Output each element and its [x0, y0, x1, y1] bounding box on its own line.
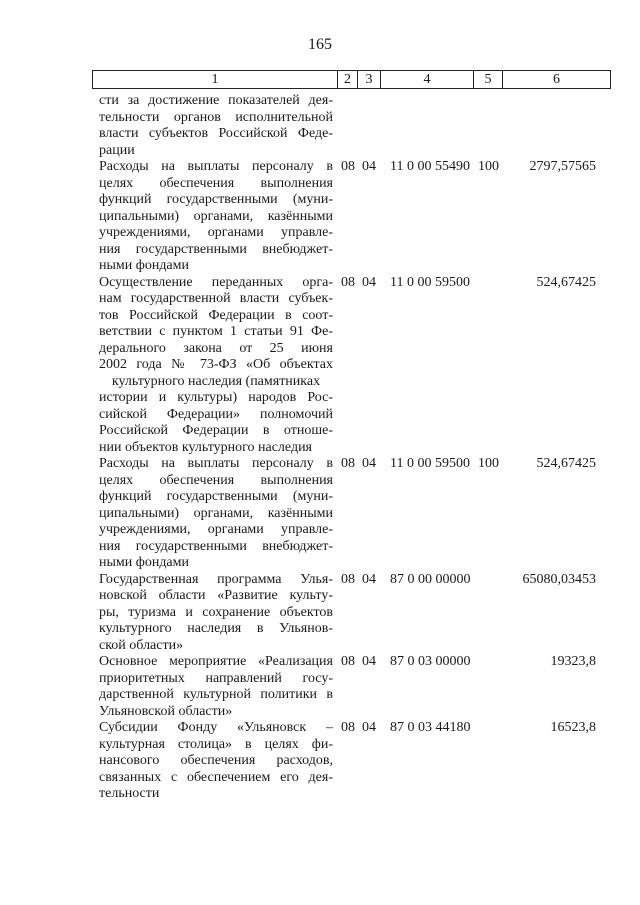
- row-section-code: 08: [341, 456, 355, 471]
- row-target-article-code: 87 0 03 44180: [390, 720, 471, 735]
- row-subsection-code: 04: [362, 720, 376, 735]
- row-name-line: целях обеспечения выполнения: [99, 175, 333, 191]
- row-subsection-code: 04: [362, 654, 376, 669]
- table-row: [0, 720, 640, 803]
- row-name-line: ципальными) органами, казёнными: [99, 208, 333, 224]
- row-name-line: ния государственными внебюджет-: [99, 241, 333, 257]
- row-name-line: новской области «Развитие культу-: [99, 588, 333, 603]
- column-header-6: 6: [503, 71, 611, 89]
- row-name-line: 2002 года № 73-ФЗ «Об объектах: [99, 357, 333, 372]
- row-name-line: дарственной культурной политики в: [99, 687, 333, 702]
- row-amount: 65080,03453: [522, 571, 596, 587]
- row-name-line: нам государственной власти субъек-: [99, 291, 333, 306]
- row-name: [99, 275, 333, 457]
- row-name-line: нансового обеспечения расходов,: [99, 753, 333, 768]
- row-name-line: Основное мероприятие «Реализация: [99, 654, 333, 669]
- row-name: [99, 572, 333, 655]
- row-name-line: связанных с обеспечением его дея-: [99, 769, 333, 785]
- row-target-article-code: 11 0 00 59500: [390, 274, 470, 290]
- row-subsection-code: 04: [362, 571, 376, 587]
- row-expense-type-code: 100: [478, 159, 499, 174]
- row-name: [99, 720, 333, 803]
- row-target-article-code: 87 0 00 00000: [390, 571, 471, 587]
- row-name-line: нии объектов культурного наследия: [99, 439, 313, 455]
- column-header-4: 4: [381, 71, 474, 89]
- row-name-line: ветствии с пунктом 1 статьи 91 Фе-: [99, 324, 333, 339]
- row-name-line: ципальными) органами, казёнными: [99, 505, 333, 521]
- row-amount: 19323,8: [550, 654, 596, 669]
- row-name-line: ской области»: [99, 637, 184, 653]
- row-amount: 16523,8: [550, 720, 596, 735]
- column-header-3: 3: [358, 71, 381, 89]
- row-section-code: 08: [341, 654, 355, 669]
- row-name-line: целях обеспечения выполнения: [99, 472, 333, 488]
- row-amount: 2797,57565: [529, 159, 596, 174]
- table-row: [0, 654, 640, 720]
- row-name-line: тельности: [99, 786, 160, 801]
- row-name: [99, 159, 333, 275]
- table-row: [0, 456, 640, 572]
- column-header-5: 5: [474, 71, 503, 89]
- row-name-line: дерального закона от 25 июня: [99, 340, 333, 356]
- row-name-line: культурная столица» в целях фи-: [99, 736, 333, 752]
- row-target-article-code: 87 0 03 00000: [390, 654, 471, 669]
- row-subsection-code: 04: [362, 456, 376, 471]
- row-name-line: власти субъектов Российской Феде-: [99, 126, 333, 141]
- table-row: [0, 159, 640, 275]
- row-name-line: ными фондами: [99, 258, 190, 273]
- row-name-line: сти за достижение показателей дея-: [99, 93, 333, 108]
- row-name-line: Ульяновской области»: [99, 703, 233, 719]
- row-name-line: Расходы на выплаты персоналу в: [99, 456, 333, 471]
- table-row: [0, 572, 640, 655]
- row-name-line: функций государственными (муни-: [99, 192, 333, 207]
- row-name-line: сийской Федерации» полномочий: [99, 406, 333, 422]
- row-amount: 524,67425: [536, 274, 596, 290]
- row-name-line: тов Российской Федерации в соот-: [99, 307, 333, 323]
- column-header-row: [93, 71, 611, 89]
- page-number: 165: [308, 36, 332, 53]
- row-subsection-code: 04: [362, 159, 376, 174]
- row-name: [99, 93, 333, 159]
- row-section-code: 08: [341, 571, 355, 587]
- row-name-line: тельности органов исполнительной: [99, 109, 333, 125]
- row-name-line: учреждениями, органами управле-: [99, 522, 333, 537]
- row-name-line: ры, туризма и сохранение объектов: [99, 604, 333, 620]
- row-name: [99, 654, 333, 720]
- column-header-table: [92, 70, 611, 89]
- row-name-line: Российской Федерации в отноше-: [99, 423, 333, 438]
- row-expense-type-code: 100: [478, 456, 499, 471]
- row-name-line: культурного наследия в Ульянов-: [99, 621, 333, 636]
- row-name-line: Субсидии Фонду «Ульяновск –: [99, 720, 333, 735]
- row-name-line: приоритетных направлений госу-: [99, 670, 333, 686]
- row-subsection-code: 04: [362, 274, 376, 290]
- row-section-code: 08: [341, 274, 355, 290]
- row-name-line: истории и культуры) народов Рос-: [99, 390, 333, 405]
- row-amount: 524,67425: [536, 456, 596, 471]
- row-section-code: 08: [341, 720, 355, 735]
- table-row: [0, 93, 640, 159]
- row-name-line: функций государственными (муни-: [99, 489, 333, 504]
- row-target-article-code: 11 0 00 59500: [390, 456, 470, 471]
- row-name-line: Расходы на выплаты персоналу в: [99, 159, 333, 174]
- row-name-line: ными фондами: [99, 555, 190, 570]
- row-name-line: Государственная программа Улья-: [99, 571, 333, 587]
- row-name-line: учреждениями, органами управле-: [99, 225, 333, 240]
- row-name-line: Осуществление переданных орга-: [99, 274, 333, 290]
- column-header-2: 2: [338, 71, 358, 89]
- row-name-line: культурного наследия (памятниках: [111, 373, 321, 389]
- row-section-code: 08: [341, 159, 355, 174]
- row-target-article-code: 11 0 00 55490: [390, 159, 470, 174]
- budget-table-body: [0, 93, 640, 803]
- column-header-1: 1: [93, 71, 338, 89]
- row-name-line: рации: [99, 142, 135, 158]
- row-name: [99, 456, 333, 572]
- table-row: [0, 275, 640, 457]
- row-name-line: ния государственными внебюджет-: [99, 538, 333, 554]
